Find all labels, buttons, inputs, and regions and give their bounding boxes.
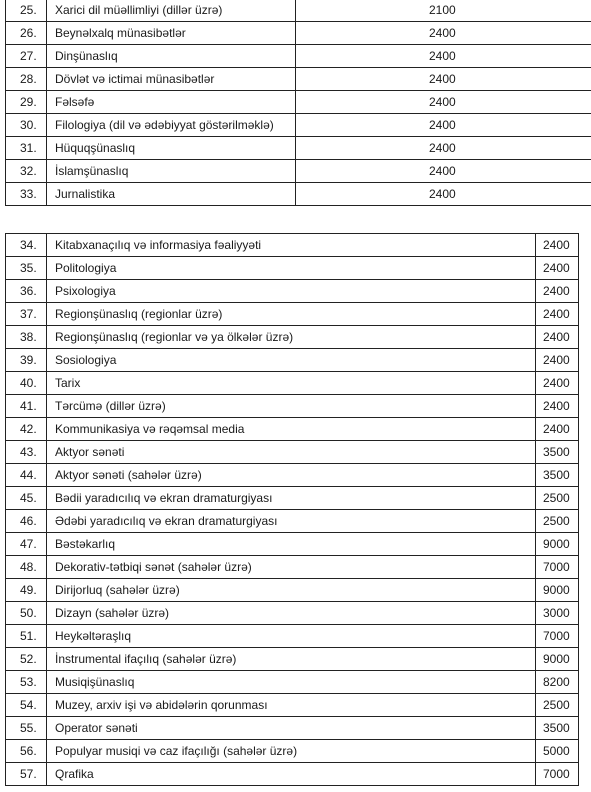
fee-value: 2400 bbox=[296, 137, 591, 160]
row-number: 25. bbox=[6, 0, 47, 22]
row-number: 40. bbox=[6, 372, 47, 395]
specialty-name: Sosiologiya bbox=[47, 349, 536, 372]
fee-value: 3000 bbox=[536, 602, 579, 625]
row-number: 28. bbox=[6, 68, 47, 91]
row-number: 52. bbox=[6, 648, 47, 671]
fee-value: 5000 bbox=[536, 740, 579, 763]
row-number: 34. bbox=[6, 234, 47, 257]
specialty-name: Dizayn (sahələr üzrə) bbox=[47, 602, 536, 625]
table-row bbox=[6, 372, 579, 395]
specialty-name: Dövlət və ictimai münasibətlər bbox=[47, 68, 296, 91]
fee-value: 2400 bbox=[536, 349, 579, 372]
specialty-name: Heykəltəraşlıq bbox=[47, 625, 536, 648]
table-row bbox=[6, 68, 591, 91]
specialty-name: Kommunikasiya və rəqəmsal media bbox=[47, 418, 536, 441]
table-row bbox=[6, 763, 579, 786]
row-number: 29. bbox=[6, 91, 47, 114]
row-number: 33. bbox=[6, 183, 47, 206]
fee-value: 2100 bbox=[296, 0, 591, 22]
row-number: 57. bbox=[6, 763, 47, 786]
specialty-name: Bədii yaradıcılıq və ekran dramaturgiyası bbox=[47, 487, 536, 510]
table-row bbox=[6, 418, 579, 441]
table-row bbox=[6, 556, 579, 579]
specialty-name: Operator sənəti bbox=[47, 717, 536, 740]
specialty-fee-table-bottom bbox=[5, 233, 579, 786]
fee-value: 2400 bbox=[536, 303, 579, 326]
row-number: 42. bbox=[6, 418, 47, 441]
specialty-name: Jurnalistika bbox=[47, 183, 296, 206]
specialty-name: Hüquqşünaslıq bbox=[47, 137, 296, 160]
row-number: 46. bbox=[6, 510, 47, 533]
table-row bbox=[6, 740, 579, 763]
table-row bbox=[6, 22, 591, 45]
specialty-name: Fəlsəfə bbox=[47, 91, 296, 114]
table-row bbox=[6, 441, 579, 464]
row-number: 54. bbox=[6, 694, 47, 717]
fee-value: 2400 bbox=[296, 45, 591, 68]
table-row bbox=[6, 303, 579, 326]
fee-value: 7000 bbox=[536, 763, 579, 786]
fee-value: 2400 bbox=[296, 68, 591, 91]
table-row bbox=[6, 625, 579, 648]
row-number: 37. bbox=[6, 303, 47, 326]
specialty-name: Kitabxanaçılıq və informasiya fəaliyyəti bbox=[47, 234, 536, 257]
table-row bbox=[6, 349, 579, 372]
row-number: 50. bbox=[6, 602, 47, 625]
specialty-name: Bəstəkarlıq bbox=[47, 533, 536, 556]
fee-value: 2400 bbox=[536, 234, 579, 257]
fee-value: 2400 bbox=[296, 91, 591, 114]
table-row bbox=[6, 137, 591, 160]
fee-value: 2400 bbox=[536, 326, 579, 349]
table-row bbox=[6, 671, 579, 694]
specialty-name: Regionşünaslıq (regionlar və ya ölkələr üzrə) bbox=[47, 326, 536, 349]
specialty-name: Dirijorluq (sahələr üzrə) bbox=[47, 579, 536, 602]
table-row bbox=[6, 510, 579, 533]
specialty-name: Tarix bbox=[47, 372, 536, 395]
specialty-name: Psixologiya bbox=[47, 280, 536, 303]
fee-value: 3500 bbox=[536, 717, 579, 740]
table-row bbox=[6, 326, 579, 349]
row-number: 51. bbox=[6, 625, 47, 648]
fee-value: 3500 bbox=[536, 441, 579, 464]
table-row bbox=[6, 464, 579, 487]
fee-value: 8200 bbox=[536, 671, 579, 694]
fee-value: 3500 bbox=[536, 464, 579, 487]
specialty-name: Muzey, arxiv işi və abidələrin qorunması bbox=[47, 694, 536, 717]
specialty-name: Musiqişünaslıq bbox=[47, 671, 536, 694]
table-row bbox=[6, 602, 579, 625]
specialty-name: Dinşünaslıq bbox=[47, 45, 296, 68]
row-number: 56. bbox=[6, 740, 47, 763]
fee-value: 2400 bbox=[536, 372, 579, 395]
specialty-name: Tərcümə (dillər üzrə) bbox=[47, 395, 536, 418]
specialty-name: İslamşünaslıq bbox=[47, 160, 296, 183]
row-number: 32. bbox=[6, 160, 47, 183]
row-number: 47. bbox=[6, 533, 47, 556]
fee-value: 2500 bbox=[536, 694, 579, 717]
table-row bbox=[6, 648, 579, 671]
row-number: 35. bbox=[6, 257, 47, 280]
row-number: 36. bbox=[6, 280, 47, 303]
row-number: 53. bbox=[6, 671, 47, 694]
specialty-name: Beynəlxalq münasibətlər bbox=[47, 22, 296, 45]
table-row bbox=[6, 0, 591, 22]
table-row bbox=[6, 395, 579, 418]
table-row bbox=[6, 579, 579, 602]
table-row bbox=[6, 280, 579, 303]
table-row bbox=[6, 694, 579, 717]
specialty-name: Qrafika bbox=[47, 763, 536, 786]
fee-value: 9000 bbox=[536, 579, 579, 602]
table-row bbox=[6, 160, 591, 183]
specialty-name: Aktyor sənəti (sahələr üzrə) bbox=[47, 464, 536, 487]
fee-value: 2500 bbox=[536, 510, 579, 533]
row-number: 41. bbox=[6, 395, 47, 418]
row-number: 26. bbox=[6, 22, 47, 45]
table-body bbox=[6, 0, 591, 206]
specialty-name: İnstrumental ifaçılıq (sahələr üzrə) bbox=[47, 648, 536, 671]
row-number: 55. bbox=[6, 717, 47, 740]
table-row bbox=[6, 114, 591, 137]
fee-value: 2400 bbox=[296, 183, 591, 206]
row-number: 43. bbox=[6, 441, 47, 464]
table-row bbox=[6, 234, 579, 257]
fee-value: 2400 bbox=[536, 418, 579, 441]
fee-value: 2400 bbox=[296, 22, 591, 45]
fee-value: 7000 bbox=[536, 625, 579, 648]
table-body bbox=[6, 234, 579, 786]
row-number: 31. bbox=[6, 137, 47, 160]
row-number: 49. bbox=[6, 579, 47, 602]
fee-value: 2400 bbox=[536, 257, 579, 280]
specialty-name: Regionşünaslıq (regionlar üzrə) bbox=[47, 303, 536, 326]
fee-value: 2400 bbox=[296, 160, 591, 183]
row-number: 44. bbox=[6, 464, 47, 487]
specialty-name: Ədəbi yaradıcılıq və ekran dramaturgiyası bbox=[47, 510, 536, 533]
fee-value: 9000 bbox=[536, 533, 579, 556]
row-number: 48. bbox=[6, 556, 47, 579]
fee-value: 2400 bbox=[536, 280, 579, 303]
row-number: 30. bbox=[6, 114, 47, 137]
row-number: 38. bbox=[6, 326, 47, 349]
table-row bbox=[6, 183, 591, 206]
row-number: 27. bbox=[6, 45, 47, 68]
specialty-name: Politologiya bbox=[47, 257, 536, 280]
table-row bbox=[6, 717, 579, 740]
table-row bbox=[6, 533, 579, 556]
specialty-name: Xarici dil müəllimliyi (dillər üzrə) bbox=[47, 0, 296, 22]
fee-value: 2500 bbox=[536, 487, 579, 510]
table-row bbox=[6, 91, 591, 114]
table-row bbox=[6, 257, 579, 280]
row-number: 39. bbox=[6, 349, 47, 372]
table-row bbox=[6, 45, 591, 68]
specialty-name: Populyar musiqi və caz ifaçılığı (sahələr üzrə) bbox=[47, 740, 536, 763]
table-row bbox=[6, 487, 579, 510]
fee-value: 9000 bbox=[536, 648, 579, 671]
fee-value: 2400 bbox=[296, 114, 591, 137]
fee-value: 7000 bbox=[536, 556, 579, 579]
specialty-name: Filologiya (dil və ədəbiyyat göstərilməklə) bbox=[47, 114, 296, 137]
row-number: 45. bbox=[6, 487, 47, 510]
specialty-name: Dekorativ-tətbiqi sənət (sahələr üzrə) bbox=[47, 556, 536, 579]
specialty-name: Aktyor sənəti bbox=[47, 441, 536, 464]
specialty-fee-table-top bbox=[5, 0, 591, 206]
fee-value: 2400 bbox=[536, 395, 579, 418]
